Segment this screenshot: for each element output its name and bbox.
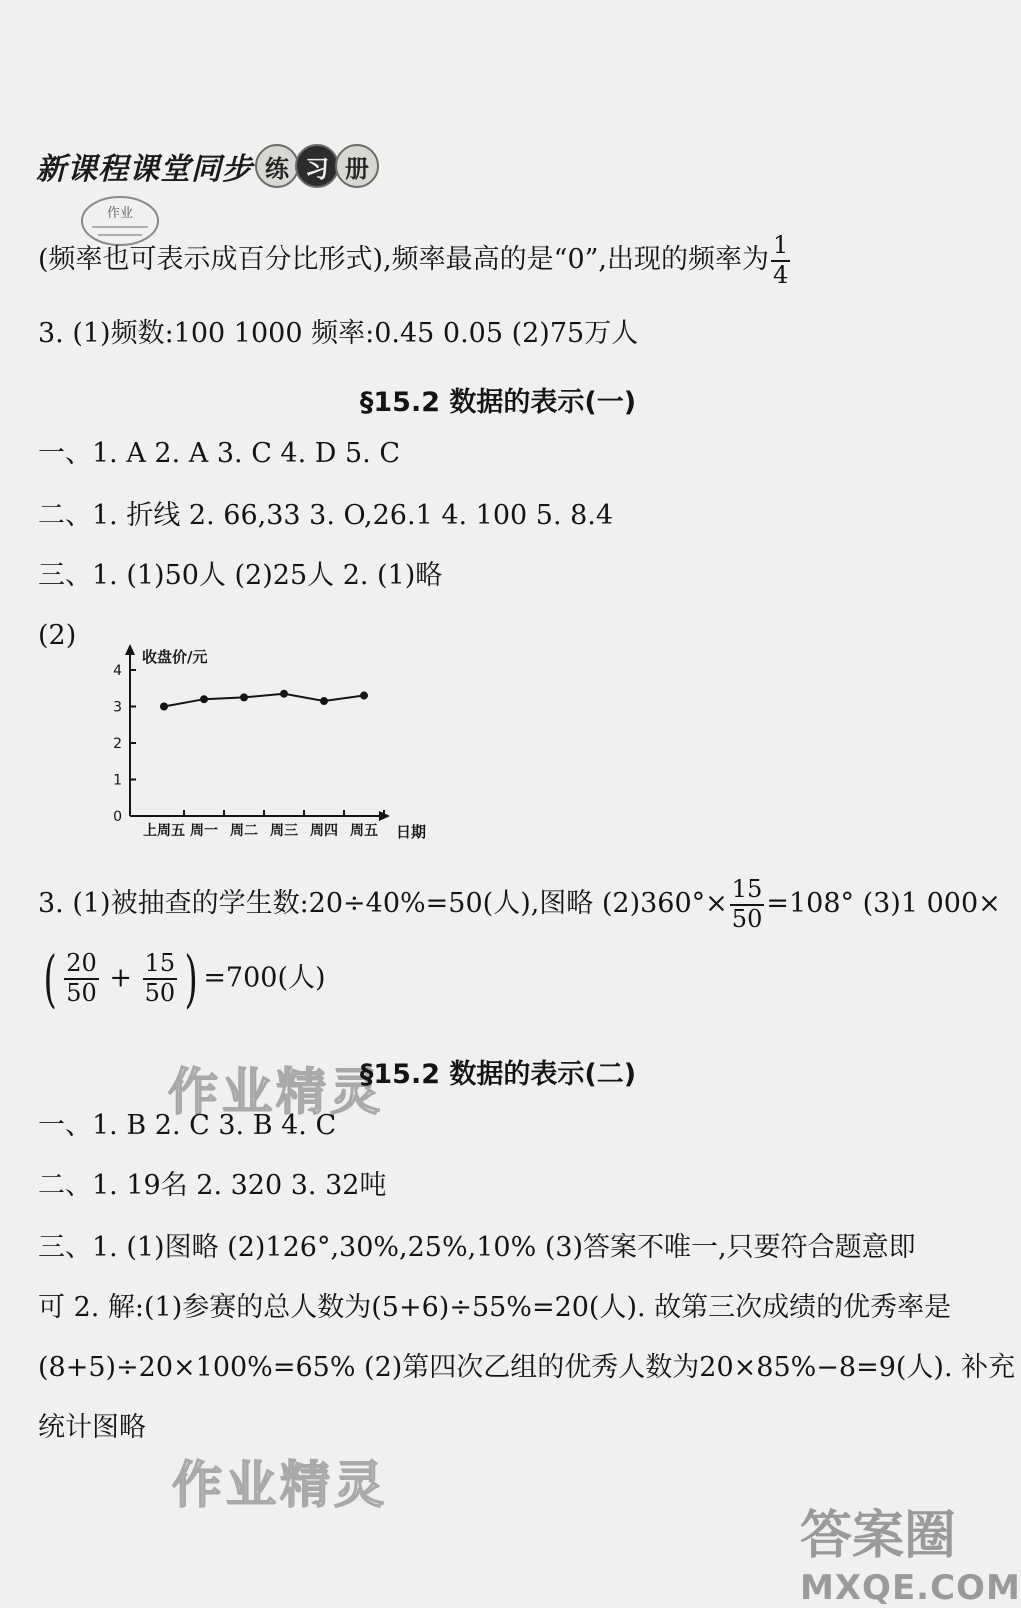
brand-circle-3: 册	[335, 144, 379, 188]
frac-den: 4	[773, 260, 789, 289]
x-tick-label: 周四	[310, 823, 338, 839]
plus-sign: +	[109, 962, 132, 994]
frac-den: 50	[66, 979, 97, 1007]
x-tick-label: 周五	[350, 823, 378, 839]
answer-line-12: 可 2. 解:(1)参赛的总人数为(5+6)÷55%=20(人). 故第三次成绩的优秀率是	[38, 1292, 952, 1323]
data-point	[360, 692, 368, 700]
answer-line-10: 二、1. 19名 2. 320 3. 32吨	[38, 1170, 387, 1201]
stamp-text: 作业	[106, 206, 134, 221]
section-title-2: §15.2 数据的表示(二)	[359, 1059, 637, 1090]
y-tick-label: 1	[113, 772, 122, 789]
line-8-tail: =700(人)	[203, 962, 326, 994]
frac-num: 15	[730, 876, 765, 906]
y-tick-label: 0	[113, 809, 122, 825]
fraction-20-50	[64, 950, 99, 1007]
watermark-text-2: 作业精灵	[172, 1456, 388, 1514]
brand-circle-2: 习	[295, 144, 339, 188]
line-7-part-a: 3. (1)被抽查的学生数:20÷40%=50(人),图略 (2)360°×	[38, 888, 728, 920]
answer-line-9: 一、1. B 2. C 3. B 4. C	[38, 1110, 337, 1141]
data-point	[240, 693, 248, 701]
logo-site: MXQE.COM	[800, 1568, 1021, 1608]
data-point	[200, 695, 208, 703]
answer-line-4: 二、1. 折线 2. 66,33 3. O,26.1 4. 100 5. 8.4	[38, 500, 614, 531]
book-brand: 新课程课堂同步	[36, 152, 253, 187]
y-tick-label: 2	[113, 736, 122, 752]
frac-num: 15	[143, 950, 178, 980]
answer-line-14: 统计图略	[38, 1412, 146, 1443]
answer-line-2: 3. (1)频数:100 1000 频率:0.45 0.05 (2)75万人	[38, 318, 639, 349]
brand-circles	[259, 144, 379, 188]
answer-line-7	[38, 876, 1001, 933]
frac-den: 50	[144, 979, 176, 1007]
x-tick-label: 周二	[230, 823, 258, 839]
data-point	[280, 690, 288, 698]
y-axis-arrow-icon	[125, 644, 135, 655]
fraction-15-50-b	[143, 950, 178, 1007]
fraction-15-50	[730, 876, 765, 933]
frac-num: 20	[64, 950, 99, 980]
y-axis-label: 收盘价/元	[142, 648, 208, 666]
logo-mark: 答案圈	[800, 1506, 957, 1566]
frac-den: 50	[731, 904, 763, 933]
closing-price-line-chart	[100, 640, 460, 850]
x-tick-label: 周一	[190, 823, 218, 839]
y-tick-label: 4	[113, 663, 122, 679]
data-point	[320, 697, 328, 705]
y-tick-label: 3	[113, 699, 122, 716]
section-title-1: §15.2 数据的表示(一)	[359, 387, 637, 418]
answer-line-11: 三、1. (1)图略 (2)126°,30%,25%,10% (3)答案不唯一,只要符合题意即	[38, 1232, 916, 1263]
answer-line-8	[38, 942, 326, 1015]
brand-circle-1: 练	[255, 144, 299, 188]
data-point	[160, 703, 168, 711]
y-ticks	[113, 663, 136, 825]
line-7-part-b: =108° (3)1 000×	[766, 888, 1001, 920]
right-paren-icon: )	[184, 942, 198, 1015]
x-ticks	[143, 810, 384, 839]
frac-num: 1	[771, 232, 790, 262]
fraction-one-quarter	[771, 232, 790, 289]
answer-line-3: 一、1. A 2. A 3. C 4. D 5. C	[38, 438, 401, 469]
line-1-text: (频率也可表示成百分比形式),频率最高的是“0”,出现的频率为	[38, 244, 770, 276]
answer-line-5: 三、1. (1)50人 (2)25人 2. (1)略	[38, 560, 443, 591]
series-line	[164, 694, 364, 707]
x-axis-label: 日期	[396, 823, 427, 841]
site-logo	[800, 1493, 1021, 1608]
answer-line-6: (2)	[38, 620, 77, 651]
watermark-text-1: 作业精灵	[168, 1063, 384, 1121]
x-tick-label: 上周五	[143, 823, 185, 839]
left-paren-icon: (	[43, 942, 57, 1015]
book-header	[36, 138, 379, 194]
answer-line-1	[38, 232, 792, 289]
x-tick-label: 周三	[270, 823, 298, 839]
answer-line-13: (8+5)÷20×100%=65% (2)第四次乙组的优秀人数为20×85%−8=9(人). 补充	[38, 1352, 1016, 1383]
